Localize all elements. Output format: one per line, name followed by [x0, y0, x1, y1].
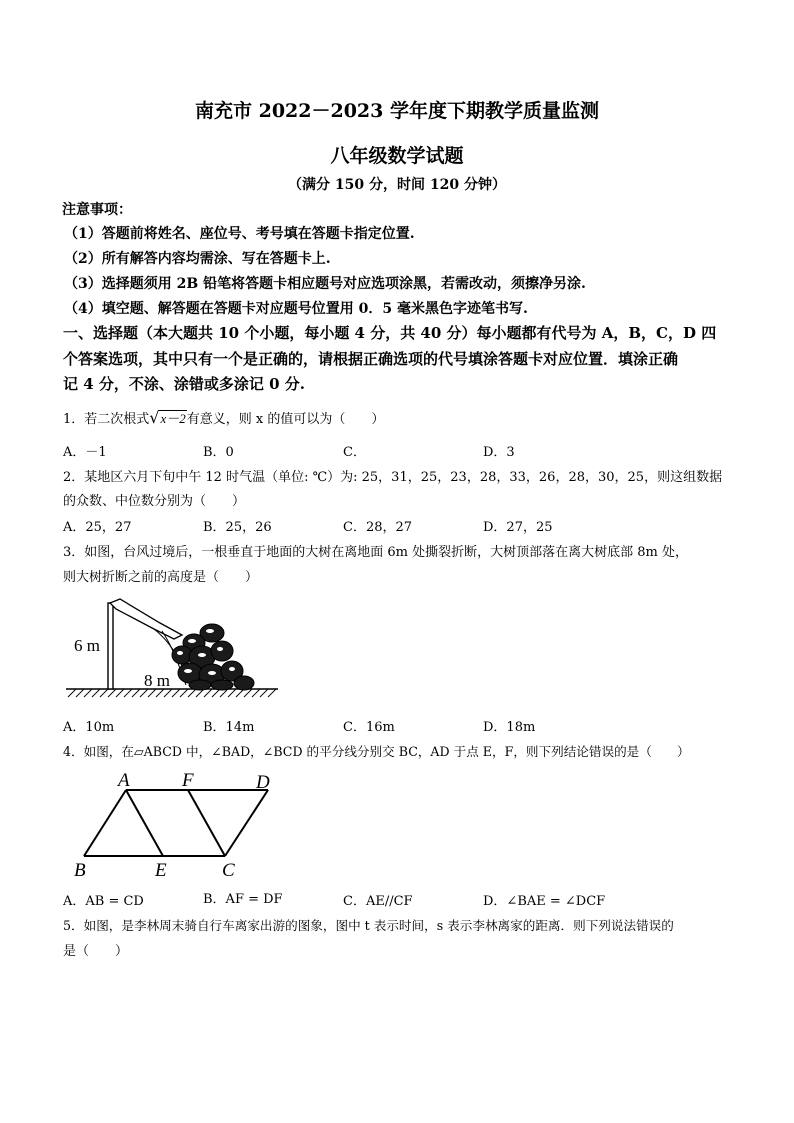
question-4: 4．如图，在▱ABCD 中，∠BAD，∠BCD 的平分线分别交 BC，AD 于点 E，F，则下列结论错误的是（ ）	[63, 744, 690, 759]
q4-option-d: D．∠BAE = ∠DCF	[483, 894, 606, 909]
q4-option-b: B．AF = DF	[203, 892, 283, 907]
notes-heading: 注意事项：	[62, 202, 132, 218]
broken-trunk	[110, 599, 182, 639]
tree-figure	[62, 593, 282, 705]
point-f-label: F	[182, 770, 194, 791]
note-item: （4）填空题、解答题在答题卡对应题号位置用 0．5 毫米黑色字迹笔书写.	[64, 301, 528, 317]
question-5-line: 5．如图，是李林周末骑自行车离家出游的图象，图中 t 表示时间，s 表示李林离家的距离．则下列说法错误的	[63, 918, 674, 933]
section-heading-line: 个答案选项，其中只有一个是正确的，请根据正确选项的代号填涂答题卡对应位置．填涂正确	[63, 350, 679, 368]
q1-option-a: A．－1	[63, 445, 107, 460]
q1-radicand: x－2	[160, 411, 186, 426]
question-1	[63, 408, 384, 427]
note-item: （1）答题前将姓名、座位号、考号填在答题卡指定位置.	[64, 226, 415, 242]
question-5-line: 是（ ）	[63, 944, 129, 959]
q1-text-pre: 1．若二次根式	[63, 412, 150, 427]
question-2-line: 的众数、中位数分别为（ ）	[63, 494, 246, 509]
q1-option-d: D．3	[483, 445, 515, 460]
segment-cf	[188, 790, 225, 856]
sqrt-symbol: √	[149, 408, 160, 427]
section-heading-line: 一、选择题（本大题共 10 个小题，每小题 4 分，共 40 分）每小题都有代号为 A，B，C，D 四	[63, 324, 717, 342]
question-3-line: 3．如图，台风过境后，一根垂直于地面的大树在离地面 6m 处撕裂折断，大树顶部落在离大树底部 8m 处，	[63, 545, 688, 560]
q1-text-post: 有意义，则 x 的值可以为（ ）	[186, 412, 385, 427]
parallelogram-figure	[68, 768, 288, 886]
note-item: （2）所有解答内容均需涂、写在答题卡上.	[64, 251, 331, 267]
section-heading-line: 记 4 分，不涂、涂错或多涂记 0 分.	[63, 375, 305, 393]
note-item: （3）选择题须用 2B 铅笔将答题卡相应题号对应选项涂黑，若需改动，须擦净另涂.	[64, 276, 586, 292]
label-base: 8 m	[144, 671, 170, 690]
exam-meta: （满分 150 分，时间 120 分钟）	[288, 177, 506, 193]
tree-foliage	[172, 624, 254, 690]
question-2-line: 2．某地区六月下旬中午 12 时气温（单位: ℃）为: 25，31，25，23，28，33，26，28，30，25，则这组数据	[63, 470, 723, 485]
point-d-label: D	[256, 772, 270, 793]
tree-trunk	[108, 603, 113, 689]
q4-option-a: A．AB = CD	[63, 894, 144, 909]
exam-subtitle: 八年级数学试题	[330, 145, 464, 167]
q3-option-d: D．18m	[483, 720, 536, 735]
q1-option-c: C．	[343, 445, 366, 460]
point-e-label: E	[155, 860, 167, 881]
q2-option-c: C．28，27	[343, 520, 413, 535]
segment-ae	[126, 790, 163, 856]
q2-option-a: A．25，27	[63, 520, 132, 535]
side-cd	[225, 790, 268, 856]
point-b-label: B	[74, 860, 86, 881]
q3-option-a: A．10m	[63, 720, 115, 735]
question-3-line: 则大树折断之前的高度是（ ）	[63, 570, 259, 585]
point-a-label: A	[118, 770, 130, 791]
q3-option-c: C．16m	[343, 720, 395, 735]
q1-option-b: B．0	[203, 445, 234, 460]
q4-option-c: C．AE//CF	[343, 894, 413, 909]
side-ab	[84, 790, 126, 856]
label-height: 6 m	[74, 636, 100, 655]
q2-option-d: D．27，25	[483, 520, 553, 535]
point-c-label: C	[222, 860, 235, 881]
exam-title: 南充市 2022－2023 学年度下期教学质量监测	[195, 100, 599, 122]
q3-option-b: B．14m	[203, 720, 255, 735]
q2-option-b: B．25，26	[203, 520, 272, 535]
